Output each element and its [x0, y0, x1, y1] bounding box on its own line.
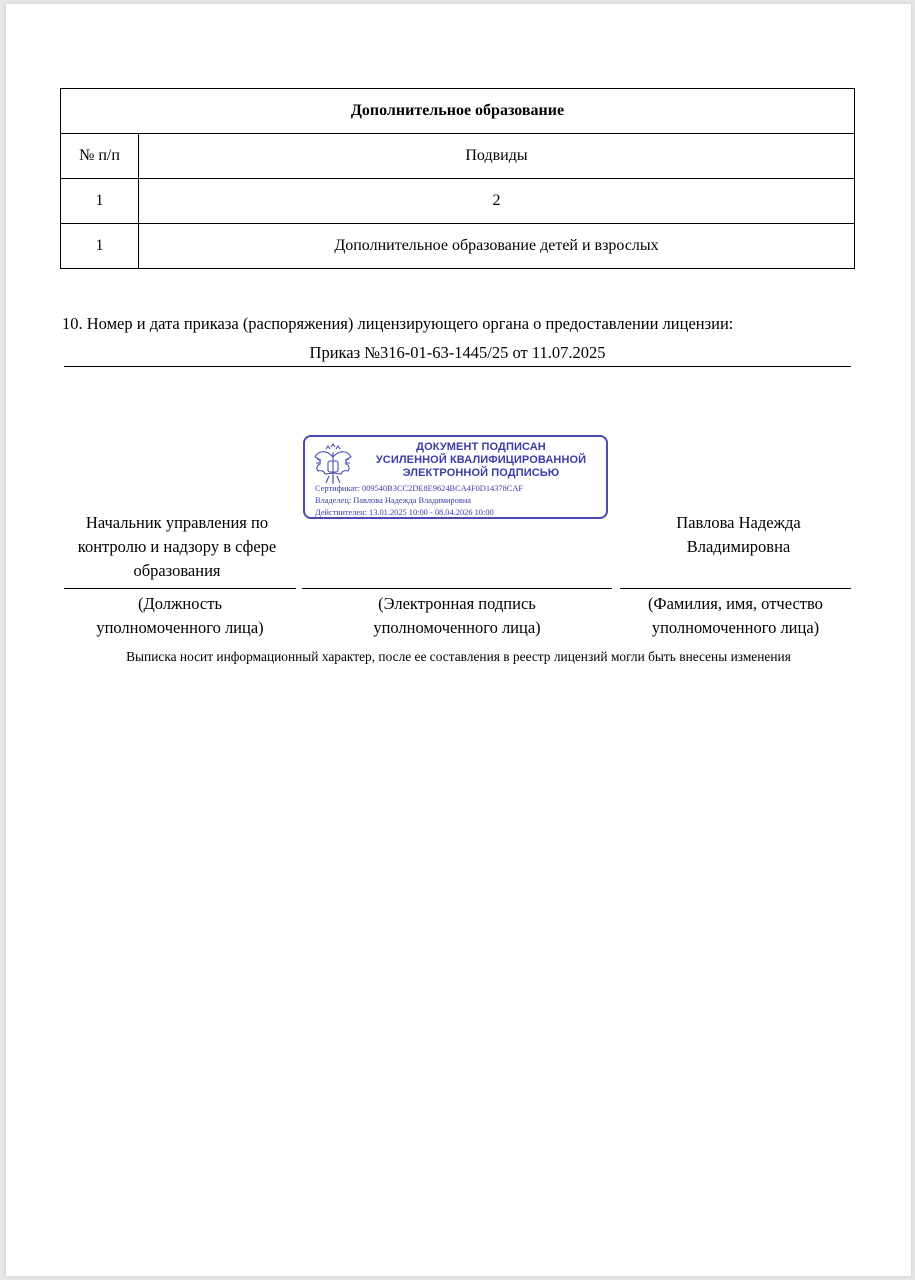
- header-number: № п/п: [61, 134, 139, 179]
- signature-caption: [302, 592, 612, 640]
- table-cell: Дополнительное образование детей и взрослых: [139, 224, 855, 269]
- official-name: [626, 511, 851, 559]
- electronic-signature-stamp: [303, 435, 608, 519]
- name-underline: [620, 588, 851, 589]
- stamp-title-line: УСИЛЕННОЙ КВАЛИФИЦИРОВАННОЙ: [375, 454, 587, 466]
- name-line: Павлова Надежда: [676, 513, 801, 532]
- coat-of-arms-icon: [312, 443, 354, 487]
- table-cell: 1: [61, 179, 139, 224]
- order-number: Приказ №316-01-63-1445/25 от 11.07.2025: [64, 343, 851, 367]
- caption-line: (Электронная подпись: [378, 594, 536, 613]
- table-cell: 1: [61, 224, 139, 269]
- official-position: [62, 511, 292, 583]
- document-page: [6, 4, 911, 1276]
- position-line: образования: [133, 561, 221, 580]
- signature-underline: [302, 588, 612, 589]
- table-title-row: [61, 89, 855, 134]
- table-row: [61, 179, 855, 224]
- table-header-row: [61, 134, 855, 179]
- stamp-title-line: ДОКУМЕНТ ПОДПИСАН: [416, 441, 546, 453]
- name-line: Владимировна: [686, 537, 791, 556]
- name-caption: [620, 592, 851, 640]
- header-subtypes: Подвиды: [139, 134, 855, 179]
- position-line: контролю и надзору в сфере: [77, 537, 277, 556]
- stamp-validity: Действителен: 13.01.2025 10:00 - 08.04.2026 10:00: [315, 508, 494, 517]
- caption-line: уполномоченного лица): [373, 618, 541, 637]
- caption-line: (Фамилия, имя, отчество: [648, 594, 823, 613]
- table-cell: 2: [139, 179, 855, 224]
- position-caption: [64, 592, 296, 640]
- section-10-text: 10. Номер и дата приказа (распоряжения) лицензирующего органа о предоставлении лицензии:: [62, 314, 734, 333]
- position-line: Начальник управления по: [85, 513, 269, 532]
- caption-line: уполномоченного лица): [96, 618, 264, 637]
- stamp-certificate: Сертификат: 009540B3CC2DE8E9624BCA4F0D14378CAF: [315, 484, 524, 493]
- table-row: [61, 224, 855, 269]
- position-underline: [64, 588, 296, 589]
- table-title: Дополнительное образование: [61, 89, 855, 134]
- caption-line: уполномоченного лица): [651, 618, 820, 637]
- caption-line: (Должность: [138, 594, 222, 613]
- disclaimer-note: Выписка носит информационный характер, после ее составления в реестр лицензий могли быть внесены изменения: [126, 649, 791, 664]
- stamp-title-line: ЭЛЕКТРОННОЙ ПОДПИСЬЮ: [402, 467, 560, 479]
- additional-education-table: [60, 88, 855, 269]
- stamp-title: [357, 441, 605, 480]
- stamp-owner: Владелец: Павлова Надежда Владимировна: [315, 496, 472, 505]
